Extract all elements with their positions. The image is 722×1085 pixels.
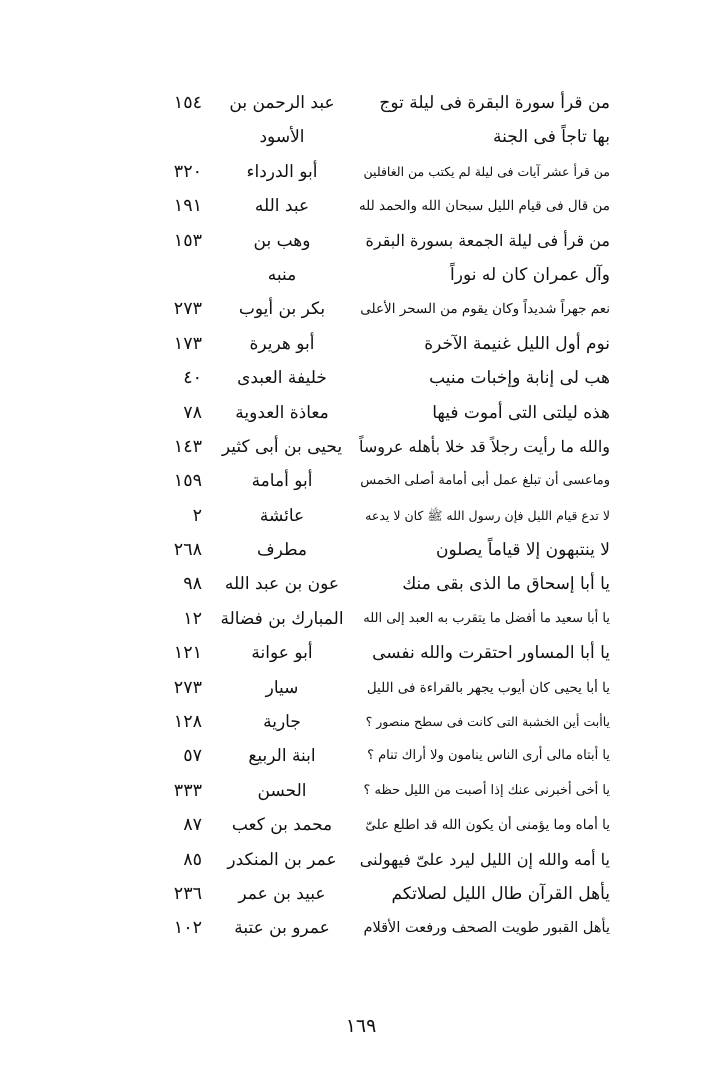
index-row [0,636,722,670]
index-entry-narrator: المبارك بن فضالة [220,608,344,629]
index-entry-page: ١٤٣ [173,436,202,457]
index-entry-narrator: أبو أمامة [251,471,313,492]
index-row [0,464,722,498]
index-entry-narrator: عبد الله [254,196,310,217]
index-entry-page: ٢٧٣ [173,299,202,320]
index-entry-narrator: عمرو بن عتبة [234,918,330,939]
page-number: ١٦٩ [345,1015,377,1037]
index-entry-text: وماعسى أن تبلغ عمل أبى أمامة أصلى الخمس [360,473,610,489]
index-entry-page: ٢٧٣ [173,677,202,698]
index-row [0,292,722,326]
index-entry-text: ياأبت أين الخشبة التى كانت فى سطح منصور ؟ [365,714,610,730]
index-entry-text: يا أبتاه مالى أرى الناس ينامون ولا أراك تنام ؟ [367,748,610,764]
index-entry-page: ١٠٢ [173,918,202,939]
index-entry-narrator: الحسن [257,780,307,801]
index-entry-page: ٣٣٣ [173,780,202,801]
index-entry-text: هب لى إنابة وإخبات منيب [429,368,610,389]
index-row [0,361,722,395]
index-entry-narrator: عائشة [259,505,305,526]
index-row [0,602,722,636]
index-row [0,155,722,189]
index-row [0,774,722,808]
index-row [0,567,722,601]
index-entry-narrator: أبو عوانة [251,643,313,664]
index-entry-page [92,120,202,154]
index-entry-page: ٥٧ [183,746,202,767]
index-entry-text: من قال فى قيام الليل سبحان الله والحمد لله [358,198,610,215]
index-entry-text: من قرأ فى ليلة الجمعة بسورة البقرة [365,230,610,250]
index-entry-page: ١٥٤ [173,93,202,113]
index-entry-page: ٢٦٨ [173,540,202,561]
index-entry-page: ٤٠ [183,368,202,389]
index-row [0,705,722,739]
index-entry-narrator: عمر بن المنكدر [227,849,337,870]
index-row [0,86,722,120]
index-row [0,671,722,705]
index-entry-narrator: جارية [263,712,301,733]
index-entry-text: نوم أول الليل غنيمة الآخرة [424,333,610,354]
index-row [0,120,722,154]
index-entry-page: ٢٣٦ [173,883,202,904]
index-entry-text: من قرأ عشر آيات فى ليلة لم يكتب من الغافلين [363,163,610,179]
index-entry-narrator: عون بن عبد الله [224,574,340,595]
index-entry-text: يا أبا يحيى كان أيوب يجهر بالقراءة فى الليل [366,679,610,696]
index-row [0,843,722,877]
index-entry-narrator: منبه [267,264,297,285]
index-entry-text: من قرأ سورة البقرة فى ليلة توج [379,93,610,113]
index-entry-text: يا أبا المساور احتقرت والله نفسى [372,643,610,664]
index-entry-narrator: معاذة العدوية [235,402,329,423]
index-row [0,189,722,223]
index-entry-page: ١٥٩ [173,471,202,492]
index-entry-page: ١٩١ [173,196,202,217]
index-entry-page: ٩٨ [183,574,202,595]
index-entry-page: ٣٢٠ [173,161,202,182]
index-entry-text: يا أمه والله إن الليل ليرد علىّ فيهولنى [359,849,610,869]
index-entry-page: ١٢١ [173,643,202,664]
index-entry-page: ١٢ [183,608,202,629]
index-row [0,739,722,773]
index-entry-narrator: مطرف [256,540,308,561]
index-entry-narrator: عبد الرحمن بن [229,93,335,113]
index-entry-narrator: سيار [265,677,299,698]
index-entry-narrator: وهب بن [253,230,311,251]
index-entry-narrator: أبو الدرداء [246,161,318,182]
index-entry-narrator: ابنة الربيع [248,746,316,767]
index-row [0,911,722,945]
index-entry-text: بها تاجاً فى الجنة [493,127,610,148]
index-row [0,258,722,292]
index-entry-page [92,258,202,292]
index-row [0,327,722,361]
index-entry-page: ١٧٣ [173,333,202,354]
index-row [0,877,722,911]
index-entry-narrator: يحيى بن أبى كثير [221,436,343,457]
index-entry-narrator: أبو هريرة [249,333,315,354]
index-entry-narrator: بكر بن أيوب [238,299,326,320]
index-row [0,808,722,842]
index-row [0,396,722,430]
index-entry-text: يأهل القبور طويت الصحف ورفعت الأقلام [363,920,610,937]
index-entry-narrator: محمد بن كعب [231,815,333,836]
index-table [0,86,722,946]
index-entry-text: نعم جهراً شديداً وكان يقوم من السحر الأعلى [360,301,610,318]
index-row [0,430,722,464]
index-entry-text: يا أخى أخبرنى عنك إذا أصبت من الليل حظه ؟ [363,782,610,798]
index-row [0,224,722,258]
index-entry-page: ١٢٨ [173,712,202,733]
index-entry-narrator: خليفة العبدى [237,368,327,389]
index-entry-page: ١٥٣ [173,230,202,251]
index-entry-narrator: الأسود [259,127,305,148]
index-entry-text: لا ينتبهون إلا قياماً يصلون [435,540,610,561]
index-row [0,533,722,567]
index-entry-page: ٢ [192,505,202,526]
index-entry-page: ٧٨ [183,402,202,423]
index-entry-text: والله ما رأيت رجلاً قد خلا بأهله عروساً [359,436,610,456]
index-entry-page: ٨٥ [183,849,202,870]
index-entry-text: هذه ليلتى التى أموت فيها [432,402,610,423]
index-entry-text: وآل عمران كان له نوراً [450,264,610,285]
index-entry-page: ٨٧ [183,815,202,836]
index-entry-text: يا أماه وما يؤمنى أن يكون الله قد اطلع علىّ [365,817,610,834]
index-entry-text: لا تدع قيام الليل فإن رسول الله ﷺ كان لا يدعه [365,507,610,523]
index-entry-narrator: عبيد بن عمر [238,883,326,904]
index-entry-text: يأهل القرآن طال الليل لصلاتكم [391,883,610,904]
index-entry-text: يا أبا سعيد ما أفضل ما يتقرب به العبد إلى الله [363,610,610,626]
index-row [0,499,722,533]
index-entry-text: يا أبا إسحاق ما الذى بقى منك [402,574,610,595]
